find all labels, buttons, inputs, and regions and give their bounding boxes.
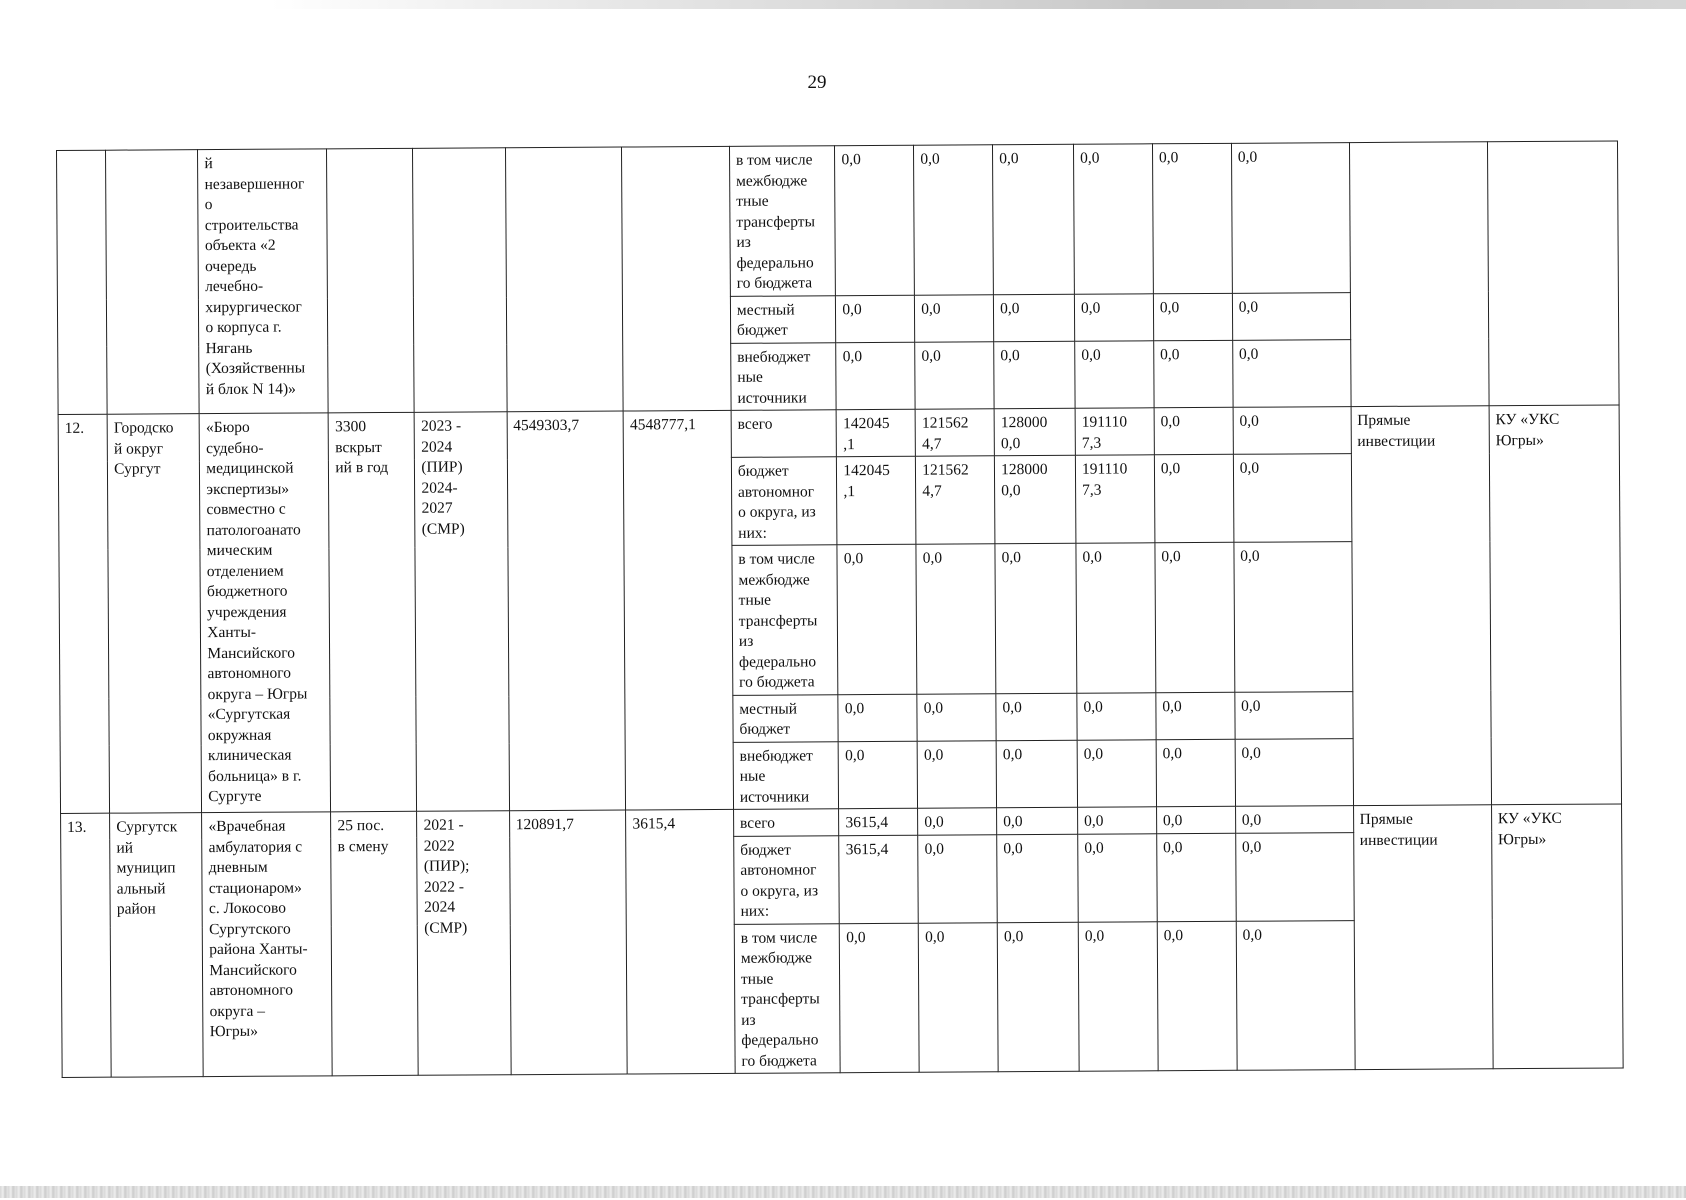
value-year-3-cell: 0,0	[995, 543, 1077, 693]
territory-cell: Городско й округ Сургут	[107, 414, 202, 814]
value-year-6-cell: 0,0	[1233, 454, 1351, 543]
value-year-4-cell: 191110 7,3	[1075, 408, 1154, 455]
remaining-cost-cell: 3615,4	[626, 809, 735, 1074]
value-year-5-cell: 0,0	[1156, 739, 1235, 807]
value-year-3-cell: 0,0	[996, 740, 1077, 808]
value-year-4-cell: 0,0	[1078, 833, 1157, 921]
remaining-cost-cell: 4548777,1	[623, 410, 733, 810]
customer-cell: КУ «УКС Югры»	[1491, 804, 1623, 1069]
scan-edge-top	[0, 0, 1686, 9]
value-year-1-cell: 142045 ,1	[837, 456, 916, 544]
value-year-5-cell: 0,0	[1157, 833, 1236, 921]
funding-source-cell: в том числе межбюдже тные трансферты из федерально го бюджета	[732, 545, 838, 695]
value-year-6-cell: 0,0	[1231, 143, 1350, 293]
investment-objects-table	[56, 140, 1624, 1078]
customer-cell	[1487, 141, 1619, 406]
table-row	[57, 141, 1619, 300]
value-year-3-cell: 0,0	[997, 807, 1078, 834]
value-year-6-cell: 0,0	[1235, 806, 1353, 833]
value-year-3-cell: 0,0	[993, 144, 1075, 294]
value-year-1-cell: 0,0	[839, 741, 918, 809]
territory-cell: Сургутск ий муницип альный район	[110, 813, 204, 1078]
page-number: 29	[807, 72, 827, 93]
funding-source-cell: всего	[733, 809, 839, 836]
construction-period-cell: 2023 - 2024 (ПИР) 2024- 2027 (СМР)	[415, 412, 510, 812]
value-year-3-cell: 0,0	[994, 294, 1075, 341]
estimated-cost-cell: 4549303,7	[507, 411, 626, 811]
value-year-1-cell: 0,0	[840, 923, 920, 1073]
value-year-4-cell: 191110 7,3	[1075, 455, 1154, 543]
value-year-3-cell: 0,0	[994, 341, 1075, 409]
value-year-2-cell: 0,0	[917, 740, 996, 808]
value-year-4-cell: 0,0	[1074, 293, 1153, 340]
value-year-2-cell: 0,0	[918, 834, 997, 922]
funding-source-cell: в том числе межбюдже тные трансферты из федерально го бюджета	[734, 923, 840, 1073]
value-year-5-cell: 0,0	[1154, 454, 1233, 542]
value-year-3-cell: 0,0	[996, 693, 1077, 740]
value-year-1-cell: 3615,4	[839, 835, 918, 923]
value-year-5-cell: 0,0	[1153, 293, 1232, 340]
value-year-6-cell: 0,0	[1232, 339, 1350, 407]
funding-source-cell: бюджет автономног о округа, из них:	[731, 457, 837, 546]
value-year-6-cell: 0,0	[1234, 542, 1353, 692]
scan-edge-bottom	[0, 1186, 1686, 1198]
value-year-6-cell: 0,0	[1236, 920, 1355, 1070]
value-year-2-cell: 0,0	[918, 808, 997, 835]
value-year-2-cell: 0,0	[914, 145, 994, 295]
value-year-5-cell: 0,0	[1154, 340, 1233, 408]
value-year-2-cell: 0,0	[915, 341, 994, 409]
value-year-1-cell: 0,0	[838, 694, 917, 741]
value-year-4-cell: 0,0	[1073, 144, 1153, 294]
mechanism-cell	[1349, 142, 1489, 407]
territory-cell	[106, 150, 200, 415]
value-year-1-cell: 142045 ,1	[836, 409, 915, 456]
value-year-5-cell: 0,0	[1154, 407, 1233, 454]
estimated-cost-cell	[505, 147, 623, 412]
construction-period-cell	[413, 148, 507, 413]
value-year-6-cell: 0,0	[1235, 738, 1353, 806]
value-year-1-cell: 3615,4	[839, 808, 918, 835]
capacity-cell	[327, 148, 415, 413]
funding-source-cell: внебюджет ные источники	[731, 342, 837, 410]
value-year-2-cell: 121562 4,7	[915, 409, 994, 456]
table-body	[57, 141, 1624, 1078]
value-year-5-cell: 0,0	[1157, 921, 1237, 1071]
remaining-cost-cell	[622, 146, 731, 411]
capacity-cell: 3300 вскрыт ий в год	[328, 412, 416, 812]
value-year-2-cell: 0,0	[915, 294, 994, 341]
mechanism-cell: Прямые инвестиции	[1351, 406, 1492, 806]
value-year-1-cell: 0,0	[836, 342, 915, 410]
value-year-4-cell: 0,0	[1078, 921, 1158, 1071]
value-year-2-cell: 0,0	[917, 693, 996, 740]
object-name-cell: й незавершенног о строительства объекта «2 очередь лечебно- хирургическог о корпуса г. Нягань (Хозяйственны й блок N 14)»	[198, 149, 329, 414]
value-year-3-cell: 128000 0,0	[994, 408, 1075, 455]
funding-source-cell: всего	[731, 410, 837, 458]
value-year-1-cell: 0,0	[837, 544, 917, 694]
value-year-2-cell: 0,0	[918, 922, 998, 1072]
funding-source-cell: местный бюджет	[730, 295, 836, 343]
value-year-6-cell: 0,0	[1232, 292, 1350, 340]
value-year-4-cell: 0,0	[1077, 692, 1156, 739]
value-year-3-cell: 0,0	[997, 922, 1079, 1072]
value-year-6-cell: 0,0	[1235, 832, 1353, 921]
row-number-cell	[57, 150, 108, 414]
value-year-5-cell: 0,0	[1155, 542, 1235, 692]
funding-source-cell: внебюджет ные источники	[733, 741, 839, 809]
value-year-2-cell: 0,0	[916, 544, 996, 694]
object-name-cell: «Бюро судебно- медицинской экспертизы» совместно с патологоанато мическим отделением бюджетного учреждения Ханты- Мансийского автономного округа – Югры «Сургутская окружная клиническая больница» в г. Сургуте	[199, 413, 330, 813]
value-year-5-cell: 0,0	[1156, 806, 1235, 833]
value-year-6-cell: 0,0	[1235, 691, 1353, 739]
construction-period-cell: 2021 - 2022 (ПИР); 2022 - 2024 (СМР)	[417, 811, 511, 1076]
value-year-4-cell: 0,0	[1077, 739, 1156, 807]
value-year-5-cell: 0,0	[1156, 692, 1235, 739]
object-name-cell: «Врачебная амбулатория с дневным стационаром» с. Локосово Сургутского района Ханты- Мансийского автономного округа – Югры»	[202, 812, 333, 1077]
value-year-3-cell: 128000 0,0	[994, 455, 1075, 543]
value-year-4-cell: 0,0	[1076, 543, 1156, 693]
capacity-cell: 25 пос. в смену	[331, 811, 419, 1076]
value-year-2-cell: 121562 4,7	[916, 456, 995, 544]
mechanism-cell: Прямые инвестиции	[1353, 805, 1493, 1070]
row-number-cell: 12.	[58, 414, 110, 813]
table-row	[58, 405, 1619, 462]
value-year-1-cell: 0,0	[835, 145, 915, 295]
value-year-6-cell: 0,0	[1233, 407, 1351, 455]
customer-cell: КУ «УКС Югры»	[1489, 405, 1622, 805]
row-number-cell: 13.	[61, 813, 112, 1077]
value-year-5-cell: 0,0	[1152, 143, 1232, 293]
value-year-4-cell: 0,0	[1078, 807, 1157, 834]
funding-source-cell: бюджет автономног о округа, из них:	[734, 835, 840, 924]
value-year-4-cell: 0,0	[1075, 340, 1154, 408]
value-year-3-cell: 0,0	[997, 834, 1078, 922]
funding-source-cell: местный бюджет	[733, 694, 839, 742]
estimated-cost-cell: 120891,7	[509, 810, 627, 1075]
value-year-1-cell: 0,0	[836, 295, 915, 342]
funding-source-cell: в том числе межбюдже тные трансферты из федерально го бюджета	[729, 146, 835, 296]
